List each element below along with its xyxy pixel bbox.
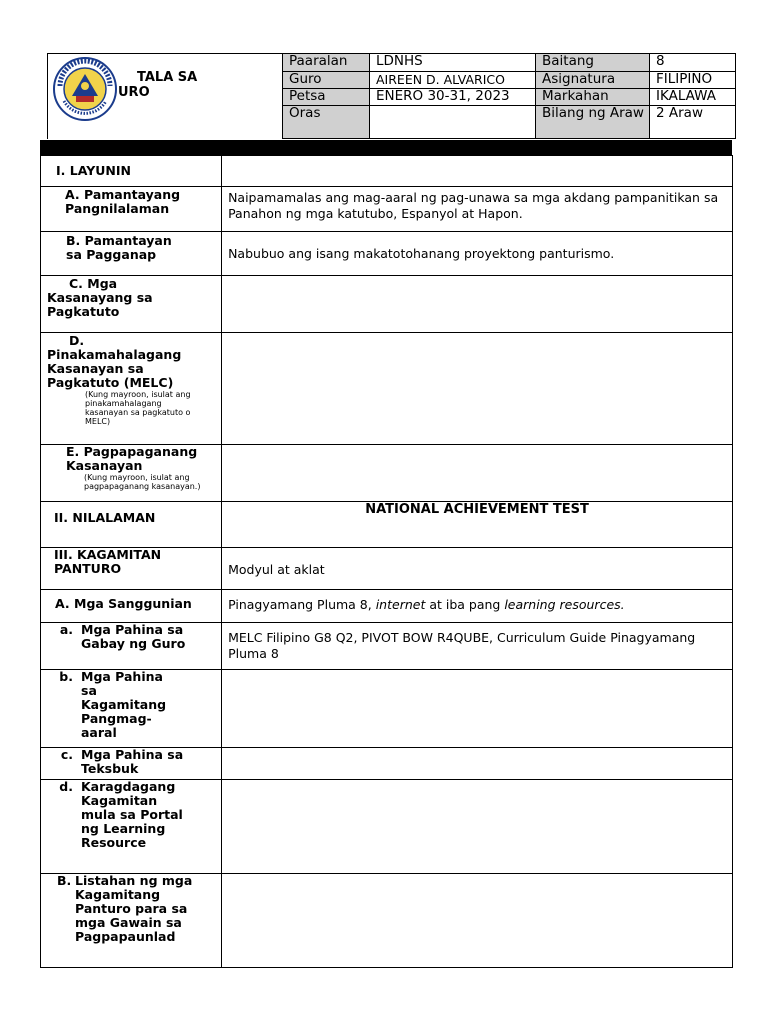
value-baitang: 8 — [650, 54, 736, 72]
row-teksbuk — [41, 748, 222, 780]
kagamitang-pangmag-aaral-value — [222, 670, 733, 748]
label-paaralan: Paaralan — [283, 54, 370, 72]
kagamitan-panturo-text: Modyul at aklat — [228, 562, 325, 577]
mga-sanggunian-label: A. Mga Sanggunian — [55, 596, 192, 611]
row-pamantayang-pangnilalaman — [41, 187, 222, 232]
gabay-ng-guro-text: MELC Filipino G8 Q2, PIVOT BOW R4QUBE, Curriculum Guide Pinagyamang Pluma 8 — [228, 630, 696, 661]
melc-note: (Kung mayroon, isulat ang pinakamahalagang kasanayan sa pagkatuto o MELC) — [85, 390, 191, 426]
lesson-plan-table — [40, 155, 733, 968]
row-pamantayan-sa-pagganap — [41, 232, 222, 276]
header-title-line1: TALA SA — [137, 70, 198, 85]
row-kagamitang-pangmag-aaral — [41, 670, 222, 748]
value-paaralan: LDNHS — [370, 54, 536, 72]
value-guro: AIREEN D. ALVARICO — [370, 72, 536, 89]
gabay-ng-guro-letter: a. — [59, 622, 73, 637]
gabay-ng-guro-label: Mga Pahina sa Gabay ng Guro — [81, 622, 186, 651]
row-nilalaman — [41, 502, 222, 548]
nilalaman-label: II. NILALAMAN — [54, 510, 156, 525]
pagpapaganang-kasanayan-value — [222, 445, 733, 502]
label-oras: Oras — [283, 106, 370, 139]
mga-kasanayang-value — [222, 276, 733, 333]
mga-kasanayang-label: C. Mga Kasanayang sa Pagkatuto — [47, 276, 153, 319]
sanggunian-text-1: Pinagyamang Pluma 8, — [228, 597, 376, 612]
nilalaman-value — [222, 502, 733, 548]
value-petsa: ENERO 30-31, 2023 — [370, 89, 536, 106]
pamantayan-sa-pagganap-value — [222, 232, 733, 276]
value-oras — [370, 106, 536, 139]
row-kagamitan-panturo — [41, 548, 222, 590]
teksbuk-label: Mga Pahina sa Teksbuk — [81, 747, 184, 776]
value-markahan: IKALAWA — [650, 89, 736, 106]
label-bilang-ng-araw: Bilang ng Araw — [536, 106, 650, 139]
teksbuk-letter: c. — [60, 747, 73, 762]
layunin-label: I. LAYUNIN — [56, 163, 131, 178]
row-mga-kasanayang — [41, 276, 222, 333]
karagdagang-kagamitan-label: Karagdagang Kagamitan mula sa Portal ng Learning Resource — [81, 779, 183, 850]
gabay-ng-guro-value — [222, 623, 733, 670]
label-petsa: Petsa — [283, 89, 370, 106]
sanggunian-text-learning-resources: learning resources. — [504, 597, 625, 612]
karagdagang-kagamitan-value — [222, 780, 733, 874]
melc-label: D. Pinakamahalagang Kasanayan sa Pagkatuto (MELC) — [47, 333, 182, 390]
listahan-value — [222, 874, 733, 968]
teksbuk-value — [222, 748, 733, 780]
kagamitang-pangmag-aaral-label: Mga Pahina sa Kagamitang Pangmag-aaral — [81, 669, 167, 740]
pamantayang-pangnilalaman-value — [222, 187, 733, 232]
pagpapaganang-kasanayan-note: (Kung mayroon, isulat ang pagpapaganang kasanayan.) — [84, 473, 201, 491]
label-markahan: Markahan — [536, 89, 650, 106]
pamantayang-pangnilalaman-text: Naipamamalas ang mag-aaral ng pag-unawa sa mga akdang pampanitikan sa Panahon ng mga katutubo, Espanyol at Hapon. — [228, 190, 719, 221]
row-mga-sanggunian — [41, 590, 222, 623]
sanggunian-text-3: at iba pang — [425, 597, 505, 612]
kagamitan-panturo-value — [222, 548, 733, 590]
karagdagang-kagamitan-letter: d. — [59, 779, 73, 794]
nilalaman-text: NATIONAL ACHIEVEMENT TEST — [365, 502, 589, 517]
mga-sanggunian-value — [222, 590, 733, 623]
value-asignatura: FILIPINO — [650, 72, 736, 89]
kagamitan-panturo-label: III. KAGAMITAN PANTURO — [54, 547, 162, 576]
pamantayan-sa-pagganap-label: B. Pamantayan sa Pagganap — [66, 233, 172, 262]
kagamitang-pangmag-aaral-letter: b. — [59, 669, 73, 684]
row-listahan-ng-kagamitang-panturo — [41, 874, 222, 968]
row-pagpapaganang-kasanayan — [41, 445, 222, 502]
pamantayang-pangnilalaman-label: A. Pamantayang Pangnilalaman — [65, 187, 181, 216]
pagpapaganang-kasanayan-label: E. Pagpapaganang Kasanayan — [66, 444, 198, 473]
melc-value — [222, 333, 733, 445]
listahan-letter: B. — [57, 873, 72, 888]
info-table — [282, 53, 736, 139]
value-bilang-ng-araw: 2 Araw — [650, 106, 736, 139]
deped-seal-icon — [52, 56, 118, 122]
label-asignatura: Asignatura — [536, 72, 650, 89]
label-baitang: Baitang — [536, 54, 650, 72]
row-melc — [41, 333, 222, 445]
listahan-label: Listahan ng mga Kagamitang Panturo para sa mga Gawain sa Pagpapaunlad — [75, 873, 193, 944]
header-divider-bar — [40, 140, 732, 155]
header-title-line2: URO — [118, 85, 150, 100]
pamantayan-sa-pagganap-text: Nabubuo ang isang makatotohanang proyektong panturismo. — [228, 246, 615, 261]
sanggunian-text-internet: internet — [375, 597, 426, 612]
row-gabay-ng-guro — [41, 623, 222, 670]
row-karagdagang-kagamitan — [41, 780, 222, 874]
layunin-value — [222, 156, 733, 187]
label-guro: Guro — [283, 72, 370, 89]
row-layunin — [41, 156, 222, 187]
